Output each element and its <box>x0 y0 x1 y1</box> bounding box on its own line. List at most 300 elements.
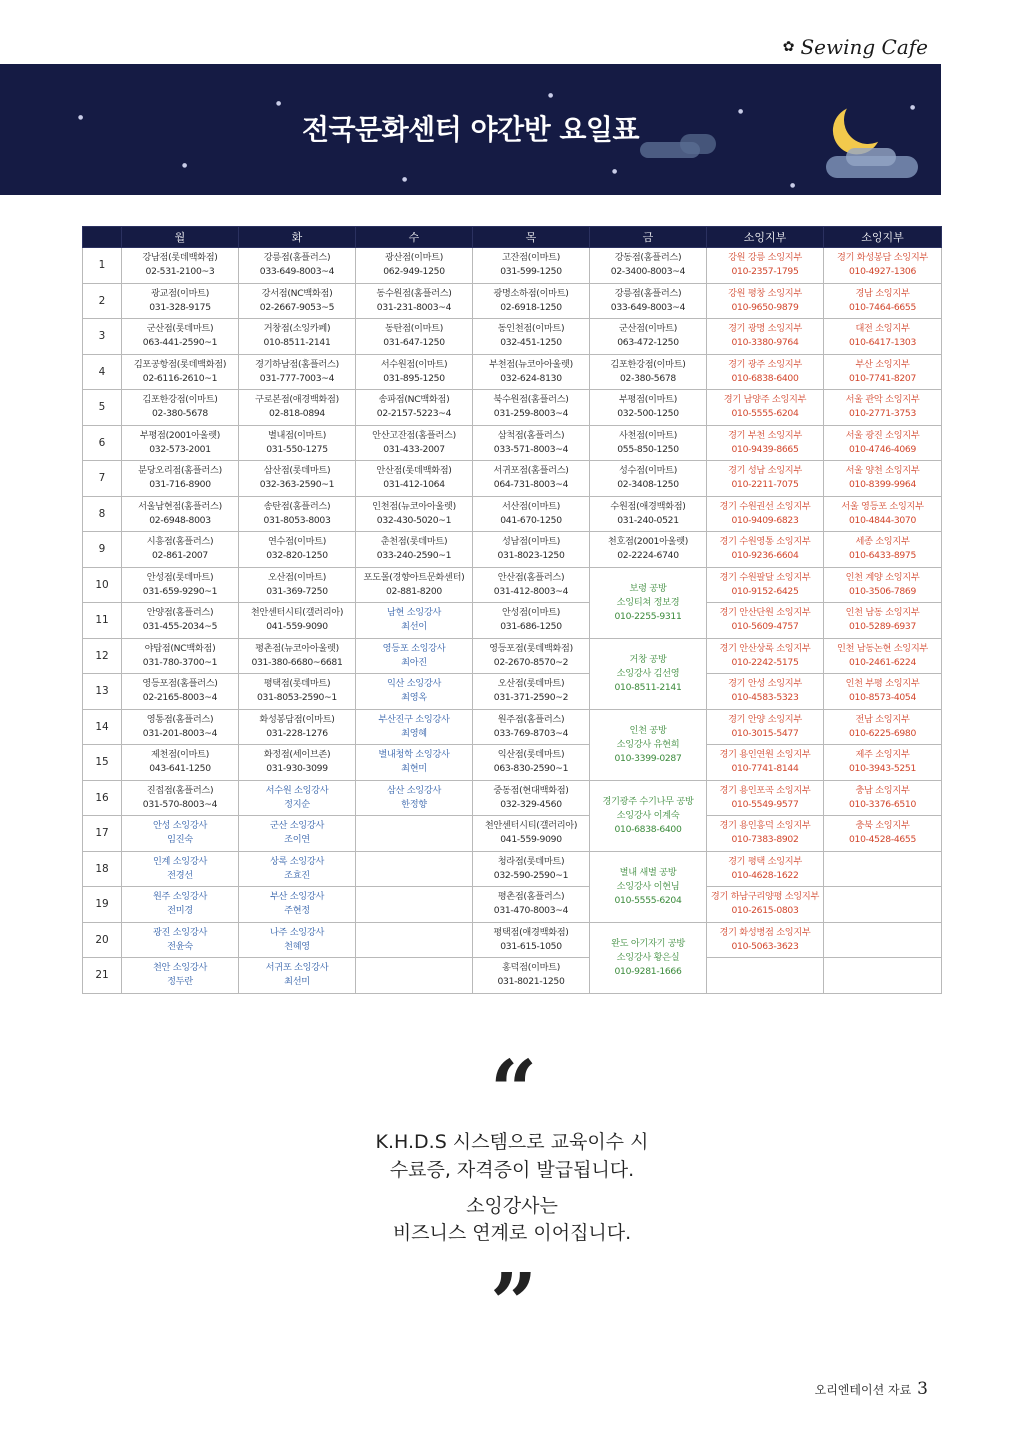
cell-line: 소잉강사 이계숙 <box>616 809 680 821</box>
cell-line: 경기 수원영통 소잉지부 <box>719 536 811 548</box>
cell-thu <box>473 567 590 603</box>
cell-thu <box>473 745 590 781</box>
cell-branch-2 <box>824 532 942 568</box>
table-row <box>83 851 942 887</box>
header-tue: 화 <box>239 227 356 248</box>
cell-line: 영등포점(홈플러스) <box>142 678 218 690</box>
cell-line: 031-412-1064 <box>383 479 445 491</box>
cell-tue <box>239 603 356 639</box>
quote-line-3: 소잉강사는 <box>466 1195 558 1217</box>
cell-branch-2 <box>824 461 942 497</box>
cell-line: 경기 광주 소잉지부 <box>728 358 802 370</box>
cell-line: 영통점(홈플러스) <box>146 713 214 725</box>
cell-line: 천안센터시티(갤러리아) <box>250 607 344 619</box>
cell-line: 경기 성남 소잉지부 <box>728 465 802 477</box>
cell-wed <box>356 532 473 568</box>
table-row <box>83 958 942 994</box>
table-row <box>83 922 942 958</box>
cell-line: 광명소하점(이마트) <box>493 287 569 299</box>
cell-line: 010-5609-4757 <box>731 621 799 633</box>
cell-line: 광진 소잉강사 <box>152 926 208 938</box>
cell-row-number: 8 <box>83 496 122 532</box>
table-row <box>83 532 942 568</box>
cell-line: 평택점(롯데마트) <box>263 678 331 690</box>
page-title: 전국문화센터 야간반 요일표 <box>301 113 640 146</box>
cell-wed <box>356 674 473 710</box>
cell-line: 010-3015-5477 <box>731 727 799 739</box>
cell-branch-1 <box>707 603 824 639</box>
cell-fri-workshop <box>590 922 707 993</box>
cell-line: 033-571-8003~4 <box>493 443 569 455</box>
cell-thu <box>473 248 590 284</box>
cell-line: 02-2157-5223~4 <box>376 408 452 420</box>
cell-line: 경기 화성병점 소잉지부 <box>719 926 811 938</box>
cell-line: 010-5555-6204 <box>614 894 682 906</box>
cell-row-number: 11 <box>83 603 122 639</box>
cell-line: 02-2670-8570~2 <box>493 656 569 668</box>
cell-line: 010-3399-0287 <box>614 752 682 764</box>
cell-line: 인천점(뉴코아아울렛) <box>372 500 456 512</box>
cell-branch-1 <box>707 745 824 781</box>
cell-wed <box>356 248 473 284</box>
cell-line: 천안 소잉강사 <box>152 962 208 974</box>
star-icon: ● <box>738 108 744 115</box>
table-row <box>83 319 942 355</box>
cell-line: 야탑점(NC백화점) <box>144 642 216 654</box>
cell-line: 경기 용인포곡 소잉지부 <box>719 784 811 796</box>
cell-tue <box>239 887 356 923</box>
cell-line: 031-369-7250 <box>266 585 328 597</box>
cell-line: 안양점(홈플러스) <box>146 607 214 619</box>
star-icon: ● <box>790 182 796 189</box>
star-icon: ● <box>182 162 188 169</box>
cell-line: 010-2242-5175 <box>731 656 799 668</box>
cell-line: 평촌점(뉴코아아울렛) <box>255 642 339 654</box>
cell-line: 연수점(이마트) <box>267 536 327 548</box>
cell-line: 최선이 <box>401 621 427 633</box>
cell-line: 서울 양천 소잉지부 <box>845 465 920 477</box>
cell-row-number: 10 <box>83 567 122 603</box>
cell-line: 인천 계양 소잉지부 <box>845 571 920 583</box>
cell-branch-2 <box>824 603 942 639</box>
cell-mon <box>122 638 239 674</box>
cell-fri <box>590 496 707 532</box>
cell-branch-1 <box>707 496 824 532</box>
brand-name: Sewing Cafe <box>800 35 928 59</box>
cell-line: 강동점(홈플러스) <box>614 252 682 264</box>
cell-thu <box>473 887 590 923</box>
cell-line: 010-6838-6400 <box>614 823 682 835</box>
cell-thu <box>473 638 590 674</box>
cell-line: 부천점(뉴코아아울렛) <box>489 358 573 370</box>
cell-line: 삼산점(롯데마트) <box>263 465 331 477</box>
cell-line: 평택점(애경백화점) <box>493 926 569 938</box>
cell-wed <box>356 780 473 816</box>
cell-tue <box>239 780 356 816</box>
cell-line: 삼산 소잉강사 <box>386 784 442 796</box>
cell-tue <box>239 390 356 426</box>
header-mon: 월 <box>122 227 239 248</box>
cell-line: 평촌점(홈플러스) <box>497 891 565 903</box>
cell-wed <box>356 283 473 319</box>
cell-thu <box>473 496 590 532</box>
star-icon: ● <box>548 92 554 99</box>
cell-row-number: 5 <box>83 390 122 426</box>
cell-branch-2 <box>824 674 942 710</box>
cell-branch-2 <box>824 780 942 816</box>
cell-line: 익산 소잉강사 <box>386 678 442 690</box>
cell-line: 02-6918-1250 <box>500 301 562 313</box>
cell-line: 010-3943-5251 <box>848 763 917 775</box>
cell-line: 김포한강점(이마트) <box>142 394 218 406</box>
cell-branch-2 <box>824 496 942 532</box>
cell-line: 강원 평창 소잉지부 <box>728 287 802 299</box>
cell-line: 02-3408-1250 <box>617 479 679 491</box>
cell-branch-2 <box>824 709 942 745</box>
cell-line: 경남 소잉지부 <box>855 287 910 299</box>
cell-wed <box>356 887 473 923</box>
cell-line: 익산점(롯데마트) <box>497 749 565 761</box>
cell-line: 010-2211-7075 <box>731 479 799 491</box>
cell-fri-workshop <box>590 709 707 780</box>
cell-line: 송파점(NC백화점) <box>378 394 450 406</box>
cell-tue <box>239 745 356 781</box>
cell-line: 031-8053-8003 <box>263 514 331 526</box>
cell-branch-1 <box>707 248 824 284</box>
cell-thu <box>473 461 590 497</box>
cell-line: 서울 광진 소잉지부 <box>845 429 920 441</box>
cell-line: 부평점(2001아울렛) <box>139 429 221 441</box>
cell-line: 02-861-2007 <box>152 550 208 562</box>
cell-line: 010-8511-2141 <box>614 681 682 693</box>
cell-tue <box>239 674 356 710</box>
cell-line: 02-2165-8003~4 <box>142 692 218 704</box>
cell-line: 02-2224-6740 <box>617 550 679 562</box>
cell-fri-workshop <box>590 851 707 922</box>
cell-mon <box>122 532 239 568</box>
cell-line: 062-949-1250 <box>383 266 445 278</box>
cell-row-number: 13 <box>83 674 122 710</box>
cell-line: 원주 소잉강사 <box>152 891 208 903</box>
header-thu: 목 <box>473 227 590 248</box>
header-fri: 금 <box>590 227 707 248</box>
cell-line: 경기 용인연원 소잉지부 <box>719 749 811 761</box>
table-row <box>83 709 942 745</box>
cell-line: 부평점(이마트) <box>618 394 678 406</box>
open-quote-mark: “ <box>490 1043 538 1139</box>
cell-branch-1 <box>707 354 824 390</box>
cell-line: 영등포 소잉강사 <box>382 642 446 654</box>
cell-line: 010-4528-4655 <box>848 834 917 846</box>
cell-line: 수원점(애경백화점) <box>610 500 686 512</box>
star-icon: ● <box>402 176 408 183</box>
cell-line: 서수원점(이마트) <box>380 358 448 370</box>
cell-line: 최현미 <box>401 763 427 775</box>
cell-line: 010-4844-3070 <box>848 514 917 526</box>
cell-line: 오산점(이마트) <box>267 571 327 583</box>
cell-line: 031-259-8003~4 <box>493 408 569 420</box>
cell-mon <box>122 425 239 461</box>
cell-line: 055-850-1250 <box>617 443 679 455</box>
cell-line: 010-8511-2141 <box>263 337 331 349</box>
cell-branch-2 <box>824 390 942 426</box>
close-quote-mark: ” <box>490 1256 538 1352</box>
star-icon: ● <box>78 114 84 121</box>
cell-line: 032-430-5020~1 <box>376 514 452 526</box>
cell-line: 강릉점(홈플러스) <box>614 287 682 299</box>
cell-mon <box>122 248 239 284</box>
cell-line: 한정향 <box>401 798 427 810</box>
cell-mon <box>122 816 239 852</box>
cell-line: 031-570-8003~4 <box>142 798 218 810</box>
quote-line-1: K.H.D.S 시스템으로 교육이수 시 <box>375 1131 649 1153</box>
cell-row-number: 9 <box>83 532 122 568</box>
cell-line: 010-3380-9764 <box>731 337 799 349</box>
cell-line: 경기 광명 소잉지부 <box>728 323 802 335</box>
table-row <box>83 674 942 710</box>
cell-branch-2 <box>824 816 942 852</box>
cell-line: 군산 소잉강사 <box>269 820 325 832</box>
cell-line: 삼척점(홈플러스) <box>497 429 565 441</box>
cell-line: 소잉강사 유현희 <box>616 738 680 750</box>
cell-line: 031-659-9290~1 <box>142 585 218 597</box>
cell-line: 032-820-1250 <box>266 550 328 562</box>
cell-line: 010-9236-6604 <box>731 550 799 562</box>
cell-line: 경기하남점(홈플러스) <box>255 358 339 370</box>
cell-wed <box>356 461 473 497</box>
cell-row-number: 12 <box>83 638 122 674</box>
cell-line: 경기 수원권선 소잉지부 <box>719 500 811 512</box>
cell-thu <box>473 603 590 639</box>
cell-branch-1 <box>707 532 824 568</box>
cell-line: 031-328-9175 <box>149 301 211 313</box>
cell-line: 031-201-8003~4 <box>142 727 218 739</box>
cell-line: 010-9409-6823 <box>731 514 799 526</box>
cell-line: 02-881-8200 <box>386 585 442 597</box>
cell-line: 010-2357-1795 <box>731 266 799 278</box>
cell-line: 부산진구 소잉강사 <box>378 713 450 725</box>
cell-line: 광교점(이마트) <box>150 287 210 299</box>
cell-line: 010-2255-9311 <box>614 610 682 622</box>
cell-line: 010-7464-6655 <box>848 301 917 313</box>
cell-line: 041-670-1250 <box>500 514 562 526</box>
cell-line: 031-228-1276 <box>266 727 328 739</box>
cell-wed <box>356 851 473 887</box>
cell-row-number: 7 <box>83 461 122 497</box>
cell-row-number: 19 <box>83 887 122 923</box>
cell-line: 서울 영등포 소잉지부 <box>841 500 924 512</box>
table-row <box>83 390 942 426</box>
cell-tue <box>239 958 356 994</box>
cell-row-number: 4 <box>83 354 122 390</box>
cell-line: 세종 소잉지부 <box>855 536 910 548</box>
cell-line: 010-7741-8207 <box>848 372 917 384</box>
cell-line: 010-5555-6204 <box>731 408 799 420</box>
cell-thu <box>473 425 590 461</box>
cell-wed <box>356 638 473 674</box>
cell-branch-2 <box>824 851 942 887</box>
cell-line: 063-441-2590~1 <box>142 337 218 349</box>
cell-branch-1 <box>707 887 824 923</box>
cell-line: 010-4583-5323 <box>731 692 799 704</box>
header-wed: 수 <box>356 227 473 248</box>
quote-line-4: 비즈니스 연계로 이어집니다. <box>392 1222 632 1244</box>
cell-fri <box>590 461 707 497</box>
cell-line: 경기 용인흥덕 소잉지부 <box>719 820 811 832</box>
cell-line: 010-6433-8975 <box>848 550 917 562</box>
cell-line: 중동점(현대백화점) <box>493 784 569 796</box>
cloud-decoration <box>680 134 716 154</box>
cell-line: 063-830-2590~1 <box>493 763 569 775</box>
cell-line: 010-6838-6400 <box>731 372 799 384</box>
cell-line: 010-7741-8144 <box>731 763 799 775</box>
cell-line: 인천 남동논현 소잉지부 <box>837 642 928 654</box>
cell-line: 고잔점(이마트) <box>501 252 561 264</box>
cell-line: 010-8573-4054 <box>848 692 917 704</box>
cell-line: 031-780-3700~1 <box>142 656 218 668</box>
cell-line: 소잉강사 이현님 <box>616 880 680 892</box>
cell-line: 소잉강사 김선영 <box>616 667 680 679</box>
cell-fri <box>590 319 707 355</box>
cell-line: 010-4746-4069 <box>848 443 917 455</box>
cell-tue <box>239 532 356 568</box>
cell-line: 최영옥 <box>401 692 427 704</box>
cell-line: 천호점(2001아울렛) <box>607 536 689 548</box>
header-branch-1: 소잉지부 <box>707 227 824 248</box>
quote-line-2: 수료증, 자격증이 발급됩니다. <box>389 1159 635 1181</box>
cell-line: 분당오리점(홈플러스) <box>138 465 222 477</box>
cell-line: 별내점(이마트) <box>267 429 327 441</box>
cell-mon <box>122 674 239 710</box>
cell-tue <box>239 461 356 497</box>
cell-line: 031-647-1250 <box>383 337 445 349</box>
title-banner <box>0 64 941 195</box>
cell-line: 최선미 <box>284 976 310 988</box>
cell-line: 서귀포 소잉강사 <box>265 962 329 974</box>
cell-line: 군산점(이마트) <box>618 323 678 335</box>
cell-tue <box>239 567 356 603</box>
cell-tue <box>239 283 356 319</box>
cell-line: 군산점(롯데마트) <box>146 323 214 335</box>
cell-line: 032-500-1250 <box>617 408 679 420</box>
footer-label: 오리엔테이션 자료 <box>814 1383 912 1397</box>
cell-line: 정지순 <box>284 798 310 810</box>
cell-line: 010-2461-6224 <box>848 656 917 668</box>
cell-line: 성수점(이마트) <box>618 465 678 477</box>
cell-line: 경기 평택 소잉지부 <box>728 855 802 867</box>
cell-line: 충북 소잉지부 <box>855 820 910 832</box>
cell-tue <box>239 319 356 355</box>
cell-line: 제천점(이마트) <box>150 749 210 761</box>
cell-line: 동탄점(이마트) <box>384 323 444 335</box>
cell-mon <box>122 851 239 887</box>
cell-wed <box>356 354 473 390</box>
cell-wed <box>356 922 473 958</box>
cell-branch-1 <box>707 816 824 852</box>
cell-line: 041-559-9090 <box>266 621 328 633</box>
cell-fri <box>590 390 707 426</box>
cell-line: 인천 부평 소잉지부 <box>845 678 920 690</box>
table-row <box>83 425 942 461</box>
cell-line: 천혜영 <box>284 940 310 952</box>
cell-line: 서귀포점(홈플러스) <box>493 465 569 477</box>
cell-row-number: 2 <box>83 283 122 319</box>
cell-line: 시흥점(홈플러스) <box>146 536 214 548</box>
cell-branch-2 <box>824 958 942 994</box>
cell-line: 031-686-1250 <box>500 621 562 633</box>
cell-line: 010-3376-6510 <box>848 798 917 810</box>
cell-branch-1 <box>707 425 824 461</box>
cell-fri-workshop <box>590 780 707 851</box>
cell-line: 02-6116-2610~1 <box>142 372 218 384</box>
cell-branch-2 <box>824 638 942 674</box>
cell-branch-1 <box>707 674 824 710</box>
cell-tue <box>239 816 356 852</box>
cell-mon <box>122 922 239 958</box>
cell-line: 안산점(롯데백화점) <box>376 465 452 477</box>
cell-line: 포도몰(경향아트문화센터) <box>363 571 465 583</box>
cell-line: 032-451-1250 <box>500 337 562 349</box>
cell-line: 부산 소잉강사 <box>269 891 325 903</box>
cell-line: 구로본점(애경백화점) <box>255 394 339 406</box>
cell-line: 010-9152-6425 <box>731 585 799 597</box>
cell-line: 최아진 <box>401 656 427 668</box>
cell-fri <box>590 354 707 390</box>
cell-line: 영등포점(롯데백화점) <box>489 642 573 654</box>
cell-line: 전경선 <box>167 869 193 881</box>
cell-branch-2 <box>824 922 942 958</box>
cell-line: 전윤숙 <box>167 940 193 952</box>
cell-branch-1 <box>707 319 824 355</box>
cell-line: 대전 소잉지부 <box>855 323 910 335</box>
star-icon: ● <box>276 100 282 107</box>
cell-line: 거창 공방 <box>629 653 667 665</box>
cell-line: 경기 안산상록 소잉지부 <box>719 642 811 654</box>
cell-line: 031-895-1250 <box>383 372 445 384</box>
cell-line: 02-818-0894 <box>269 408 325 420</box>
cell-line: 홍덕점(이마트) <box>501 962 561 974</box>
cell-line: 010-9281-1666 <box>614 965 682 977</box>
cell-line: 화성봉담점(이마트) <box>259 713 335 725</box>
cell-branch-2 <box>824 887 942 923</box>
table-row <box>83 248 942 284</box>
cell-branch-1 <box>707 567 824 603</box>
cell-line: 031-470-8003~4 <box>493 905 569 917</box>
cell-row-number: 1 <box>83 248 122 284</box>
cell-thu <box>473 532 590 568</box>
cell-thu <box>473 354 590 390</box>
cell-line: 인천 공방 <box>629 724 667 736</box>
cell-wed <box>356 319 473 355</box>
cell-line: 031-371-2590~2 <box>493 692 569 704</box>
cell-fri-workshop <box>590 638 707 709</box>
cell-line: 경기 남양주 소잉지부 <box>723 394 807 406</box>
cell-row-number: 18 <box>83 851 122 887</box>
cell-line: 031-433-2007 <box>383 443 445 455</box>
cell-line: 032-624-8130 <box>500 372 562 384</box>
cell-branch-1 <box>707 780 824 816</box>
cell-branch-1 <box>707 709 824 745</box>
cell-branch-2 <box>824 248 942 284</box>
cell-mon <box>122 319 239 355</box>
cell-tue <box>239 638 356 674</box>
cell-line: 031-599-1250 <box>500 266 562 278</box>
cell-mon <box>122 958 239 994</box>
cell-line: 원주점(홈플러스) <box>497 713 565 725</box>
cell-line: 010-2615-0803 <box>731 905 799 917</box>
cell-mon <box>122 709 239 745</box>
cell-line: 02-2667-9053~5 <box>259 301 335 313</box>
